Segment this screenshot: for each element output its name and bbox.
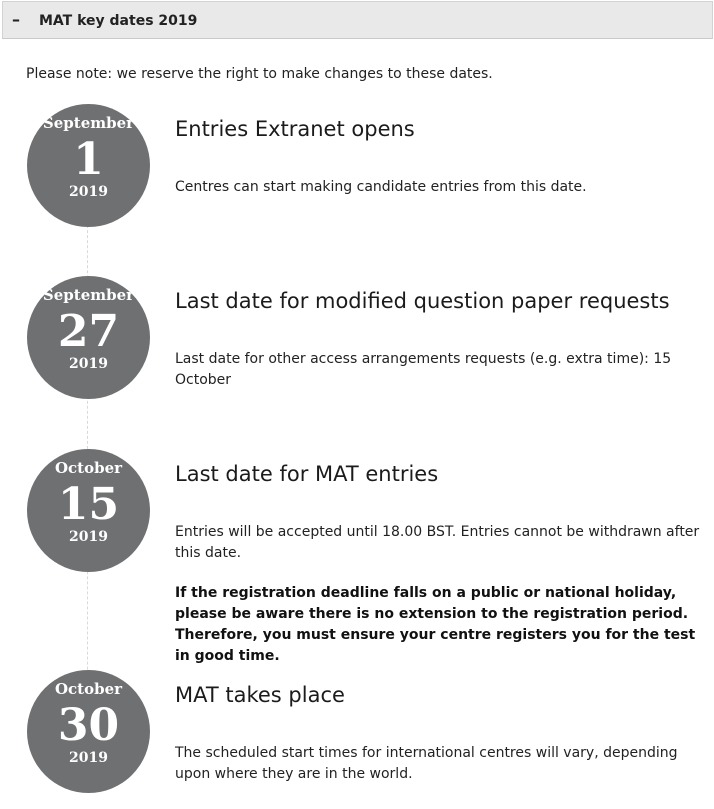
collapse-icon[interactable]: – <box>12 10 20 29</box>
date-badge <box>27 670 150 793</box>
date-year: 2019 <box>69 750 108 766</box>
date-year: 2019 <box>69 356 108 372</box>
accordion-header[interactable] <box>2 1 713 39</box>
date-year: 2019 <box>69 529 108 545</box>
date-day: 27 <box>57 306 120 357</box>
event-description: Last date for other access arrangements requests (e.g. extra time): 15 October <box>175 351 672 388</box>
event-description: Entries will be accepted until 18.00 BST. Entries cannot be withdrawn after this date. <box>175 524 700 561</box>
date-month: September <box>42 114 135 132</box>
date-day: 1 <box>73 134 104 185</box>
date-month: October <box>54 680 123 698</box>
disclaimer-note: Please note: we reserve the right to make changes to these dates. <box>26 66 493 82</box>
event-title: Last date for MAT entries <box>175 462 439 486</box>
event-warning: If the registration deadline falls on a public or national holiday, please be aware there is no extension to the registration period. Therefore, you must ensure your centre registers you for the test in good time. <box>175 585 696 664</box>
date-month: October <box>54 459 123 477</box>
date-year: 2019 <box>69 184 108 200</box>
event-title: MAT takes place <box>175 683 345 707</box>
date-badge <box>27 276 150 399</box>
event-title: Entries Extranet opens <box>175 117 415 141</box>
date-month: September <box>42 286 135 304</box>
date-badge <box>27 104 150 227</box>
date-day: 30 <box>57 700 120 751</box>
event-description: Centres can start making candidate entries from this date. <box>175 179 587 195</box>
event-description: The scheduled start times for international centres will vary, depending upon where they are in the world. <box>175 745 678 782</box>
event-title: Last date for modified question paper requests <box>175 289 670 313</box>
date-day: 15 <box>57 479 120 530</box>
date-badge <box>27 449 150 572</box>
accordion-title[interactable]: MAT key dates 2019 <box>39 13 198 29</box>
